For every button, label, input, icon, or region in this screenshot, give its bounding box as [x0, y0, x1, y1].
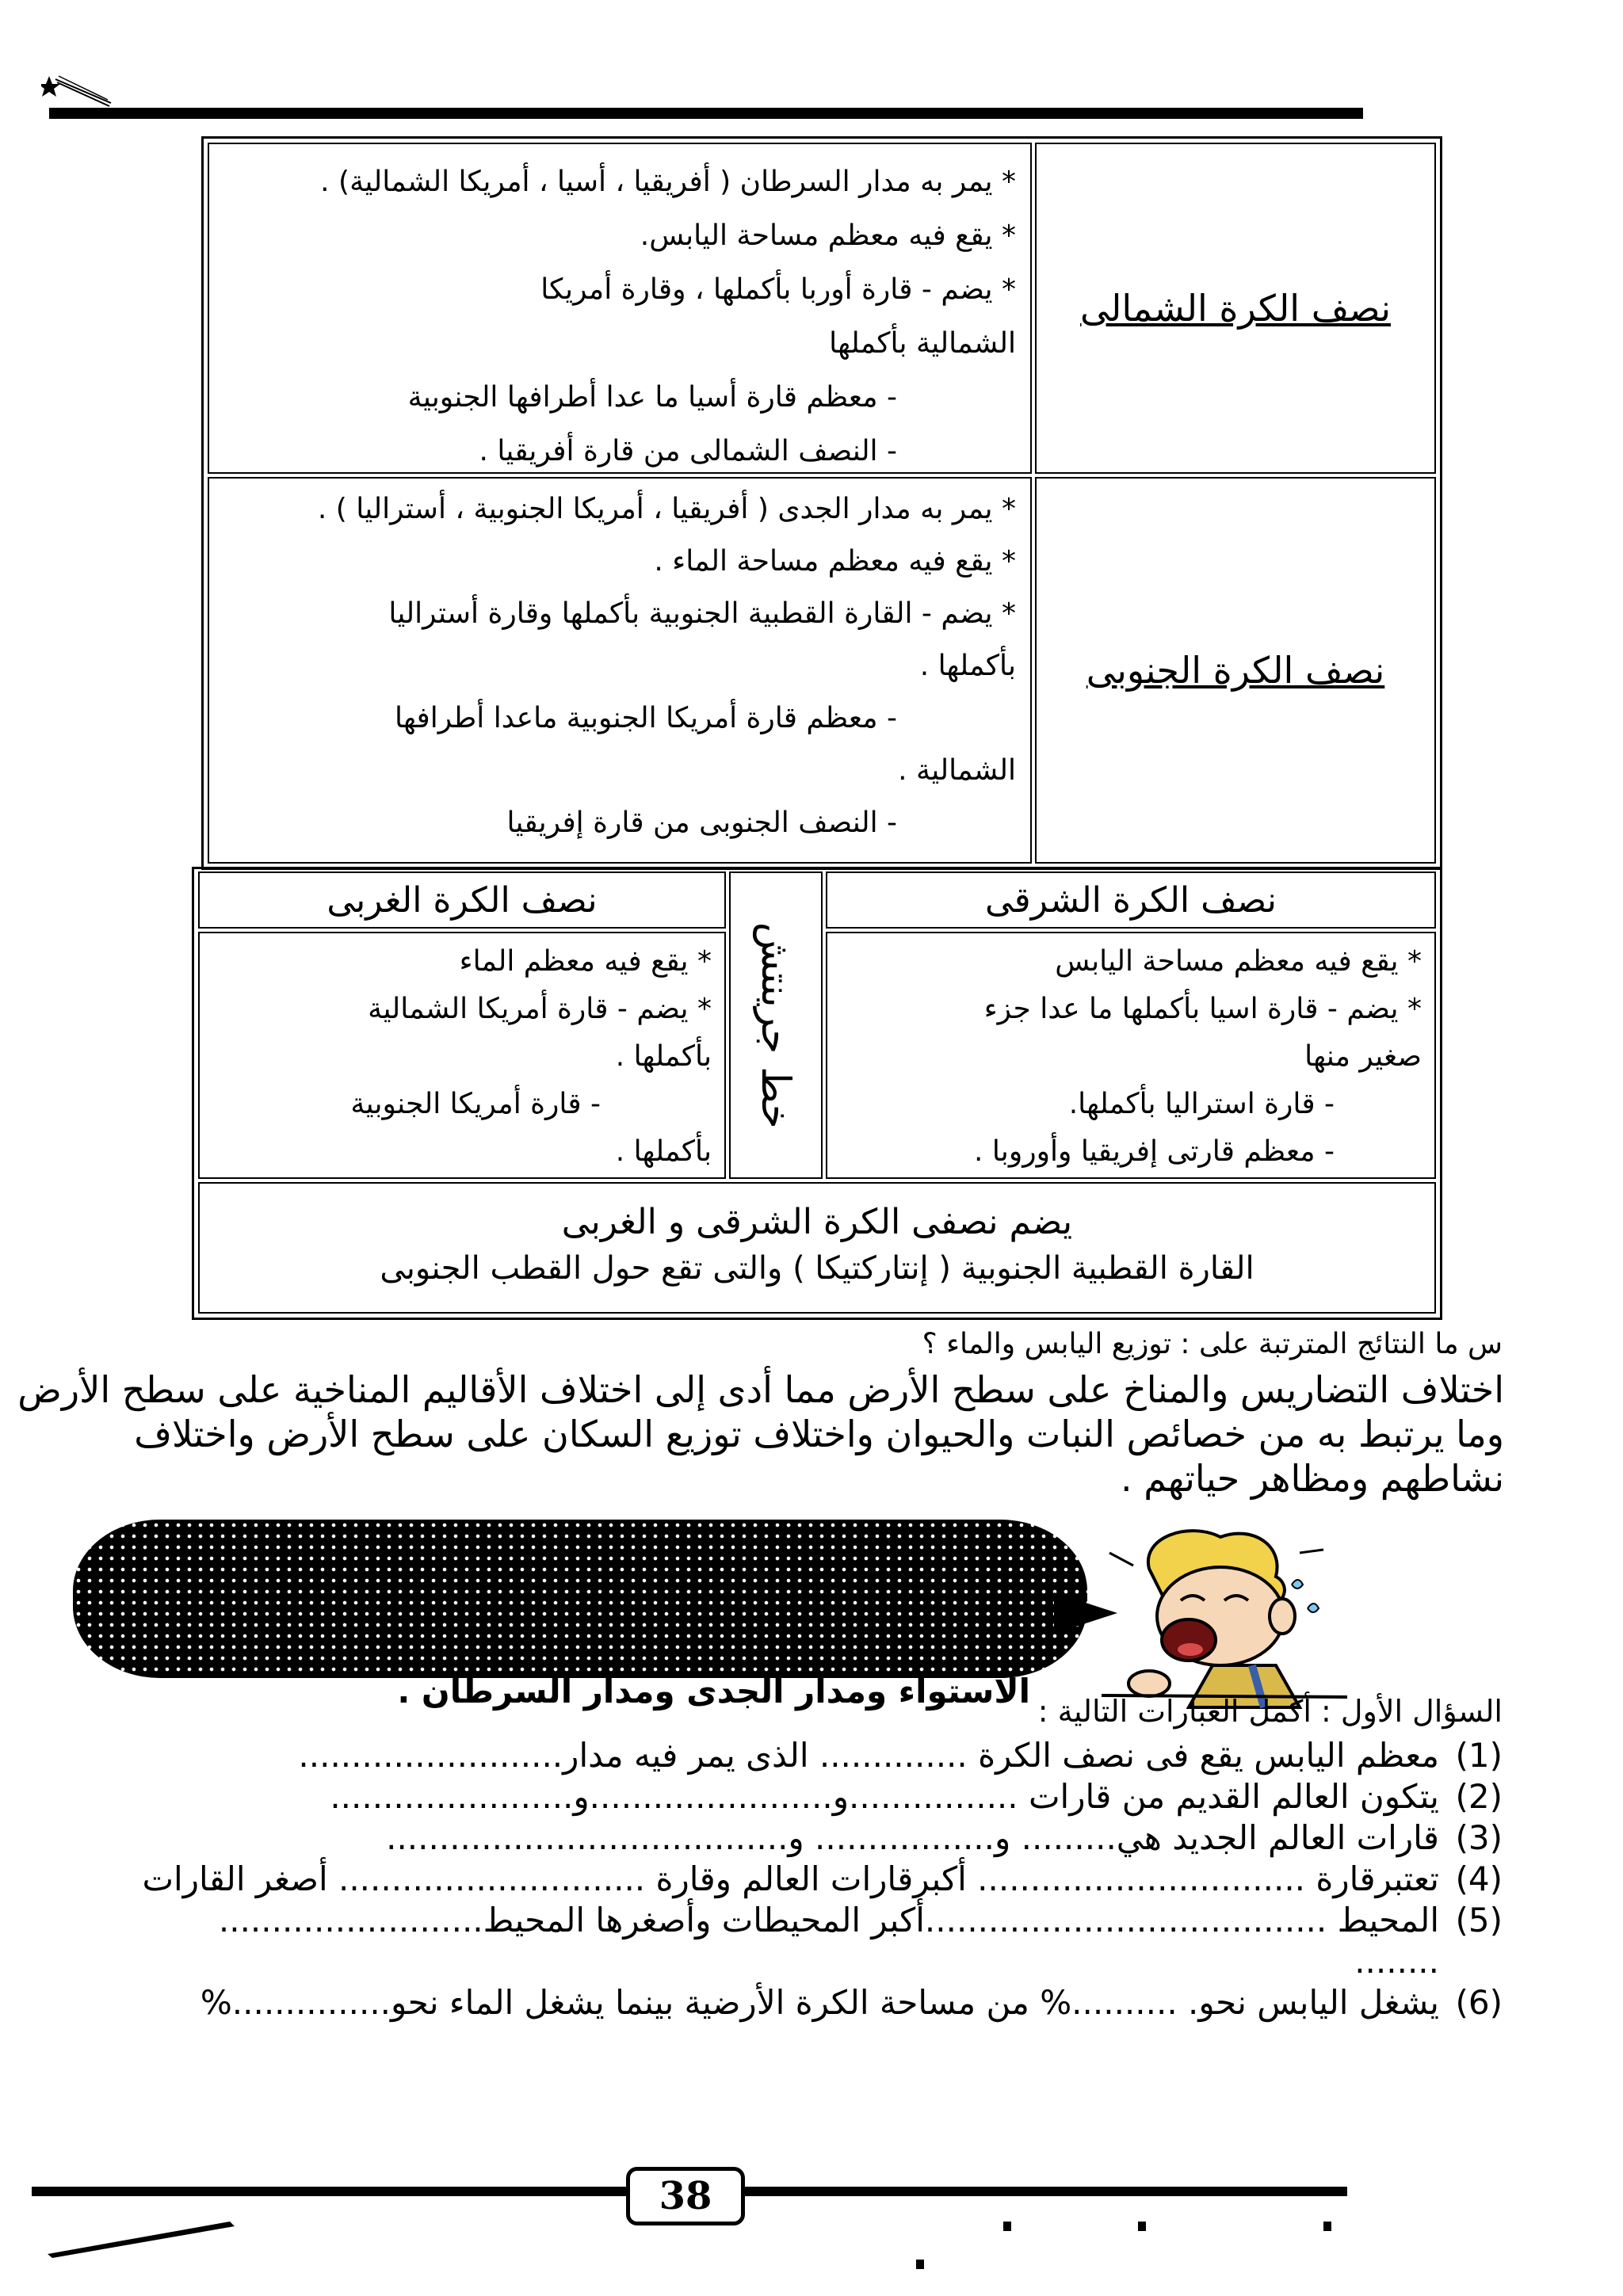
- northern-hemisphere-title: نصف الكرة الشمالى: [1035, 143, 1436, 474]
- list-item: [139, 1859, 1503, 1900]
- item-text: معظم اليابس يقع فى نصف الكرة .............. الذى يمر فيه مدار.........................: [298, 1736, 1439, 1775]
- text-line: * يمر به مدار الجدى ( أفريقيا ، أمريكا الجنوبية ، أستراليا ) .: [317, 493, 1016, 525]
- results-question: س ما النتائج المترتبة على : توزيع اليابس والماء ؟: [922, 1328, 1503, 1360]
- item-number: (4): [1455, 1859, 1503, 1898]
- item-number: (2): [1455, 1777, 1503, 1816]
- list-item: [139, 1900, 1503, 1982]
- both-line-1: يضم نصفى الكرة الشرقى و الغربى: [561, 1202, 1073, 1242]
- text-line: * يضم - قارة اسيا بأكملها ما عدا جزء: [983, 993, 1422, 1025]
- text-line: * يقع فيه معظم الماء: [459, 945, 712, 978]
- list-item: [139, 1982, 1503, 2023]
- item-text: المحيط ......................................أكبر المحيطات وأصغرها المحيط......................... ........: [218, 1901, 1439, 1981]
- text-line: صغير منها: [1304, 1040, 1422, 1073]
- text-line: بأكملها .: [919, 650, 1016, 682]
- text-line: * يضم - قارة أوربا بأكملها ، وقارة أمريكا: [540, 273, 1016, 306]
- eastern-description-cell: [826, 932, 1436, 1179]
- western-hemisphere-title: نصف الكرة الغربى: [198, 871, 726, 929]
- text-line: * يقع فيه معظم مساحة اليابس.: [640, 219, 1016, 252]
- text-line: - قارة استراليا بأكملها.: [1068, 1088, 1335, 1120]
- item-number: (6): [1455, 1983, 1503, 2022]
- footer-slash-decoration: [48, 2218, 238, 2258]
- text-line: * يقع فيه معظم مساحة الماء .: [654, 545, 1016, 578]
- item-text: تعتبرقارة ............................... أكبرقارات العالم وقارة ............................. أصغر القارات: [142, 1859, 1439, 1898]
- text-line: - قارة أمريكا الجنوبية: [350, 1088, 601, 1120]
- greenwich-line-label: خط جرينتش: [729, 871, 823, 1179]
- list-item: [139, 1735, 1503, 1776]
- speech-bubble: [73, 1520, 1087, 1678]
- answer-paragraph: اختلاف التضاريس والمناخ على سطح الأرض مما أدى إلى اختلاف الأقاليم المناخية على سطح الأرض وما يرتبط به من خصائص النبات والحيوان واختلاف توزيع السكان على سطح الأرض واختلاف نشاطهم ومظاهر حياتهم .: [17, 1368, 1504, 1500]
- text-line: - معظم قارة أمريكا الجنوبية ماعدا أطرافها: [394, 702, 897, 734]
- item-text: يشغل اليابس نحو. ..........% من مساحة الكرة الأرضية بينما يشغل الماء نحو...............%: [200, 1983, 1439, 2022]
- footer-dot: [1003, 2222, 1011, 2231]
- text-line: - النصف الجنوبى من قارة إفريقيا: [506, 807, 897, 839]
- item-number: (5): [1455, 1901, 1503, 1939]
- text-line: الشمالية .: [898, 754, 1016, 787]
- shooting-star-icon: [41, 60, 113, 108]
- cartoon-boy-icon: [1094, 1521, 1355, 1711]
- bubble-caption: الاستواء ومدار الجدى ومدار السرطان .: [397, 1672, 1030, 1711]
- item-text: يتكون العالم القديم من قارات ................و.......................و.......................: [330, 1777, 1439, 1816]
- both-hemispheres-cell: [198, 1182, 1436, 1314]
- text-line: بأكملها .: [615, 1040, 712, 1073]
- footer-dot: [1323, 2222, 1331, 2231]
- text-line: * يضم - قارة أمريكا الشمالية: [368, 993, 712, 1025]
- page-number: 38: [626, 2167, 745, 2225]
- northern-description-cell: [208, 143, 1032, 474]
- eastern-hemisphere-title: نصف الكرة الشرقى: [826, 871, 1436, 929]
- western-description-cell: [198, 932, 726, 1179]
- southern-hemisphere-title: نصف الكرة الجنوبى: [1035, 477, 1436, 864]
- footer-dot: [916, 2260, 924, 2269]
- item-text: قارات العالم الجديد هي......... و................. و......................................: [386, 1818, 1439, 1857]
- text-line: الشمالية بأكملها: [829, 327, 1016, 360]
- item-number: (3): [1455, 1818, 1503, 1857]
- text-line: - معظم قارة أسيا ما عدا أطرافها الجنوبية: [407, 381, 897, 414]
- text-line: * يمر به مدار السرطان ( أفريقيا ، أسيا ، أمريكا الشمالية) .: [320, 166, 1016, 198]
- text-line: - النصف الشمالى من قارة أفريقيا .: [479, 435, 897, 467]
- question-one-list: [139, 1735, 1503, 2023]
- top-rule: [49, 108, 1363, 119]
- text-line: - معظم قارتى إفريقيا وأوروبا .: [973, 1135, 1335, 1168]
- text-line: بأكملها .: [615, 1135, 712, 1168]
- list-item: [139, 1776, 1503, 1817]
- item-number: (1): [1455, 1736, 1503, 1775]
- text-line: * يقع فيه معظم مساحة اليابس: [1055, 945, 1422, 978]
- list-item: [139, 1817, 1503, 1859]
- question-one-title: السؤال الأول : أكمل العبارات التالية :: [1037, 1694, 1503, 1729]
- footer-dot: [1138, 2222, 1146, 2231]
- southern-description-cell: [208, 477, 1032, 864]
- text-line: * يضم - القارة القطبية الجنوبية بأكملها وقارة أستراليا: [388, 597, 1016, 630]
- both-line-2: القارة القطبية الجنوبية ( إنتاركتيكا ) والتى تقع حول القطب الجنوبى: [380, 1250, 1254, 1287]
